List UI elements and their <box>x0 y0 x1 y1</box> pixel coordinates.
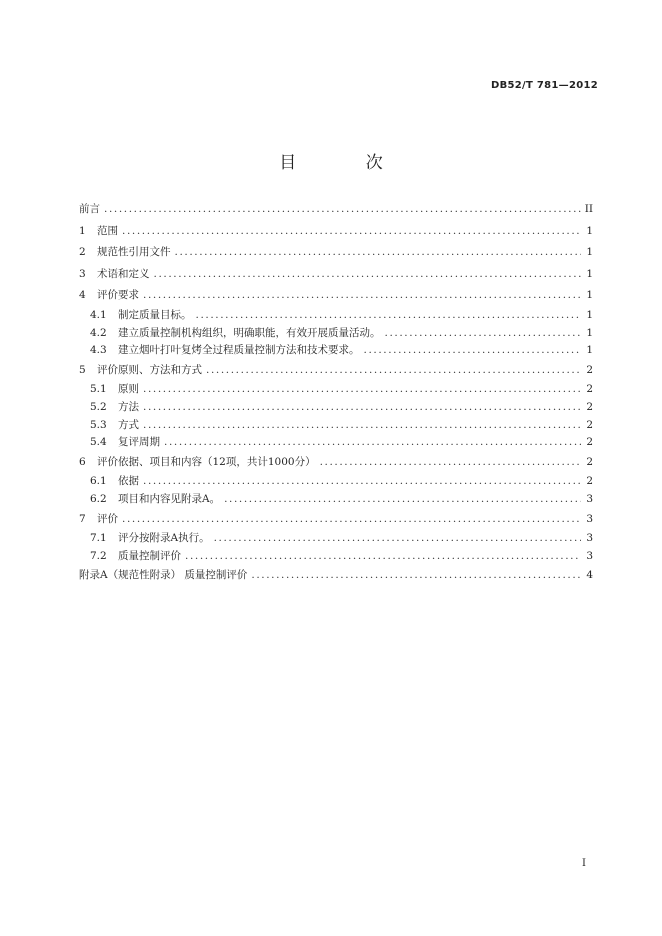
toc-entry-title: 评价依据、项目和内容（12项，共计1000分） <box>97 455 316 468</box>
toc-entry-title: 评价要求 <box>97 289 139 302</box>
toc-entry[interactable] <box>79 360 593 382</box>
toc-entry-page: 2 <box>586 436 593 449</box>
toc-entry[interactable] <box>79 417 593 435</box>
toc-entry[interactable] <box>79 381 593 399</box>
toc-entry-label <box>79 565 247 587</box>
toc-entry-page: 2 <box>586 400 593 413</box>
toc-leader-dots <box>320 452 581 474</box>
toc-entry-label <box>90 399 139 417</box>
toc-entry-number: 3 <box>79 267 86 280</box>
toc-entry-label <box>90 325 381 343</box>
toc-entry-label <box>90 548 181 566</box>
toc-entry-label <box>79 221 118 243</box>
toc-entry-number: 6 <box>79 455 86 468</box>
toc-entry-title: 评分按附录A执行。 <box>118 532 210 545</box>
toc-entry-number: 4.2 <box>90 326 107 339</box>
toc-entry-page: 2 <box>586 475 593 488</box>
toc-leader-dots <box>214 530 581 548</box>
toc-entry-label <box>90 381 139 399</box>
toc-entry-title: 评价 <box>97 512 118 525</box>
toc-leader-dots <box>143 399 581 417</box>
toc-entry[interactable] <box>79 434 593 452</box>
toc-entry-title: 术语和定义 <box>97 267 150 280</box>
toc-entry-label <box>79 264 150 286</box>
toc-entry[interactable] <box>79 548 593 566</box>
toc-leader-dots <box>206 360 581 382</box>
toc-entry[interactable] <box>79 325 593 343</box>
toc-entry-page: 1 <box>586 246 593 259</box>
toc-entry-number: 7 <box>79 512 86 525</box>
toc-entry-page: 3 <box>586 512 593 525</box>
toc-entry-title: 制定质量目标。 <box>118 308 192 321</box>
toc-entry-title: 规范性引用文件 <box>97 246 171 259</box>
toc-entry[interactable] <box>79 264 593 286</box>
page-title: 目 次 <box>279 153 415 173</box>
toc-entry[interactable] <box>79 285 593 307</box>
toc-entry-page: 3 <box>586 532 593 545</box>
toc-entry[interactable] <box>79 473 593 491</box>
toc-entry-label <box>90 342 360 360</box>
toc-leader-dots <box>143 285 581 307</box>
toc-leader-dots <box>251 565 581 587</box>
toc-entry-title: 评价原则、方法和方式 <box>97 363 202 376</box>
toc-entry-title: 复评周期 <box>118 436 160 449</box>
toc-entry-label <box>90 530 210 548</box>
toc-entry-number: 2 <box>79 246 86 259</box>
toc-entry-title: 项目和内容见附录A。 <box>118 492 221 505</box>
toc-entry-title: 建立质量控制机构组织，明确职能，有效开展质量活动。 <box>118 326 381 339</box>
toc-entry[interactable] <box>79 199 593 221</box>
toc-entry-page: 2 <box>586 418 593 431</box>
toc-entry-number: 1 <box>79 224 86 237</box>
toc-entry-title: 依据 <box>118 475 139 488</box>
toc-entry[interactable] <box>79 509 593 531</box>
toc-entry-label <box>79 509 118 531</box>
toc-entry[interactable] <box>79 342 593 360</box>
toc-leader-dots <box>185 548 581 566</box>
toc-entry-number: 4.1 <box>90 308 107 321</box>
toc-entry-title: 范围 <box>97 224 118 237</box>
toc-entry-label <box>90 473 139 491</box>
toc-entry-label <box>79 285 139 307</box>
toc-entry-number: 4.3 <box>90 344 107 357</box>
toc-entry-number: 6.2 <box>90 492 107 505</box>
toc-entry-number: 5.4 <box>90 436 107 449</box>
toc-entry-number: 7.1 <box>90 532 107 545</box>
toc-entry-page: 2 <box>586 455 593 468</box>
toc-entry-label <box>90 491 220 509</box>
toc-entry-page: 1 <box>586 344 593 357</box>
toc-entry-number: 7.2 <box>90 549 107 562</box>
toc-entry-label <box>90 434 160 452</box>
toc-entry-page: 3 <box>586 492 593 505</box>
toc-entry-number: 5.1 <box>90 383 107 396</box>
toc-entry-number: 6.1 <box>90 475 107 488</box>
toc-entry-page: 4 <box>586 569 593 582</box>
toc-entry-label <box>79 452 316 474</box>
toc-leader-dots <box>364 342 582 360</box>
toc-entry-page: 1 <box>586 267 593 280</box>
table-of-contents <box>79 199 593 587</box>
toc-entry-title: 方式 <box>118 418 139 431</box>
toc-leader-dots <box>154 264 582 286</box>
toc-leader-dots <box>175 242 582 264</box>
toc-leader-dots <box>143 417 581 435</box>
document-id: DB52/T 781—2012 <box>491 80 598 91</box>
toc-entry[interactable] <box>79 491 593 509</box>
toc-entry-title: 质量控制评价 <box>118 549 181 562</box>
toc-entry[interactable] <box>79 399 593 417</box>
toc-entry[interactable] <box>79 452 593 474</box>
toc-entry[interactable] <box>79 530 593 548</box>
toc-entry-page: 2 <box>586 363 593 376</box>
toc-entry-page: 3 <box>586 549 593 562</box>
toc-entry-page: 1 <box>586 289 593 302</box>
toc-leader-dots <box>196 307 582 325</box>
toc-entry-page: 2 <box>586 383 593 396</box>
toc-entry-number: 5 <box>79 363 86 376</box>
toc-entry-title: 方法 <box>118 400 139 413</box>
toc-entry-page: 1 <box>586 308 593 321</box>
toc-entry-label <box>90 417 139 435</box>
toc-entry[interactable] <box>79 565 593 587</box>
toc-leader-dots <box>224 491 581 509</box>
toc-entry-page: II <box>584 203 593 215</box>
toc-entry[interactable] <box>79 242 593 264</box>
toc-entry-number: 5.2 <box>90 400 107 413</box>
toc-leader-dots <box>122 509 581 531</box>
toc-entry-number: 5.3 <box>90 418 107 431</box>
toc-leader-dots <box>143 473 581 491</box>
toc-entry-title: 建立烟叶打叶复烤全过程质量控制方法和技术要求。 <box>118 344 360 357</box>
toc-entry-label <box>90 307 192 325</box>
toc-leader-dots <box>164 434 581 452</box>
toc-leader-dots <box>122 221 581 243</box>
toc-leader-dots <box>143 381 581 399</box>
toc-leader-dots <box>385 325 582 343</box>
toc-entry[interactable] <box>79 221 593 243</box>
toc-entry[interactable] <box>79 307 593 325</box>
toc-entry-title: 附录A（规范性附录） 质量控制评价 <box>79 569 248 582</box>
toc-entry-page: 1 <box>586 326 593 339</box>
toc-entry-label <box>79 199 100 221</box>
toc-entry-label <box>79 360 202 382</box>
page-number: I <box>582 858 586 869</box>
toc-entry-title: 原则 <box>118 383 139 396</box>
toc-entry-label <box>79 242 171 264</box>
toc-entry-number: 4 <box>79 289 86 302</box>
toc-entry-title: 前言 <box>79 203 100 215</box>
toc-entry-page: 1 <box>586 224 593 237</box>
toc-leader-dots <box>104 199 581 221</box>
